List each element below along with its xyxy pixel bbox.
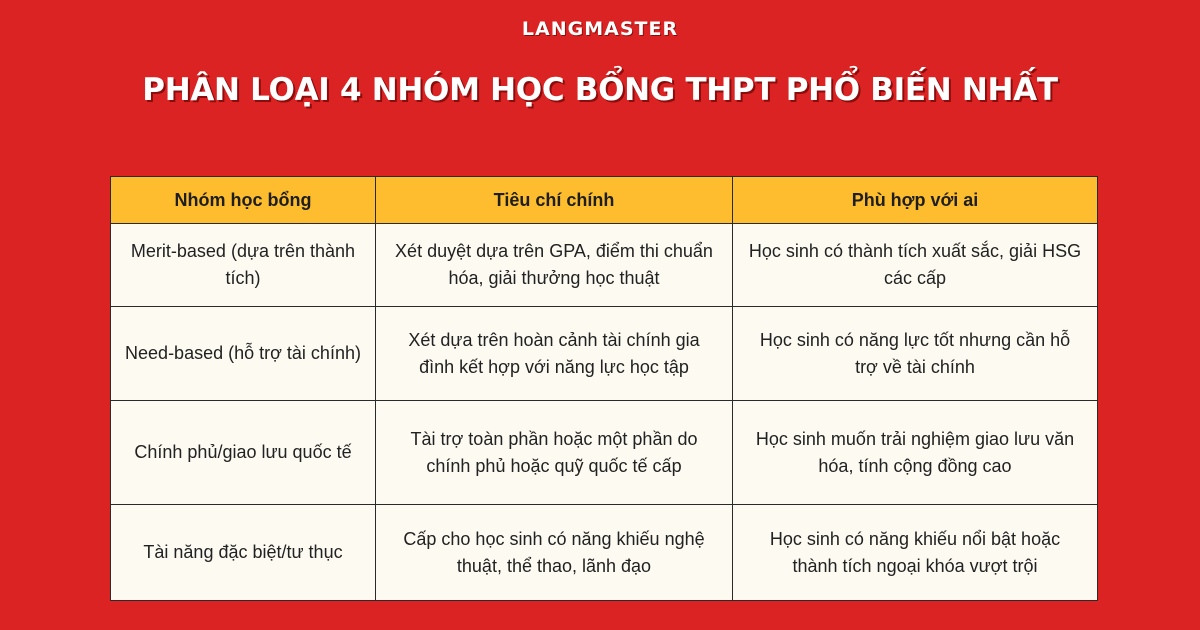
page-title: PHÂN LOẠI 4 NHÓM HỌC BỔNG THPT PHỔ BIẾN NHẤT <box>142 72 1058 108</box>
table-row <box>111 401 1098 505</box>
cell-suitable-for: Học sinh có thành tích xuất sắc, giải HSG các cấp <box>733 224 1098 307</box>
table-header-row <box>111 177 1098 224</box>
cell-main-criteria: Xét duyệt dựa trên GPA, điểm thi chuẩn hóa, giải thưởng học thuật <box>376 224 733 307</box>
cell-main-criteria: Xét dựa trên hoàn cảnh tài chính gia đình kết hợp với năng lực học tập <box>376 307 733 401</box>
header-suitable-for: Phù hợp với ai <box>733 177 1098 224</box>
cell-scholarship-group: Need-based (hỗ trợ tài chính) <box>111 307 376 401</box>
cell-scholarship-group: Chính phủ/giao lưu quốc tế <box>111 401 376 505</box>
cell-main-criteria: Cấp cho học sinh có năng khiếu nghệ thuật, thể thao, lãnh đạo <box>376 505 733 601</box>
cell-suitable-for: Học sinh có năng lực tốt nhưng cần hỗ trợ về tài chính <box>733 307 1098 401</box>
cell-suitable-for: Học sinh có năng khiếu nổi bật hoặc thành tích ngoại khóa vượt trội <box>733 505 1098 601</box>
header-main-criteria: Tiêu chí chính <box>376 177 733 224</box>
cell-scholarship-group: Merit-based (dựa trên thành tích) <box>111 224 376 307</box>
brand-logo: LANGMASTER <box>521 18 679 40</box>
cell-scholarship-group: Tài năng đặc biệt/tư thục <box>111 505 376 601</box>
table-row <box>111 307 1098 401</box>
cell-main-criteria: Tài trợ toàn phần hoặc một phần do chính phủ hoặc quỹ quốc tế cấp <box>376 401 733 505</box>
header-scholarship-group: Nhóm học bổng <box>111 177 376 224</box>
table-row <box>111 224 1098 307</box>
cell-suitable-for: Học sinh muốn trải nghiệm giao lưu văn hóa, tính cộng đồng cao <box>733 401 1098 505</box>
table-row <box>111 505 1098 601</box>
scholarship-table <box>110 176 1098 601</box>
